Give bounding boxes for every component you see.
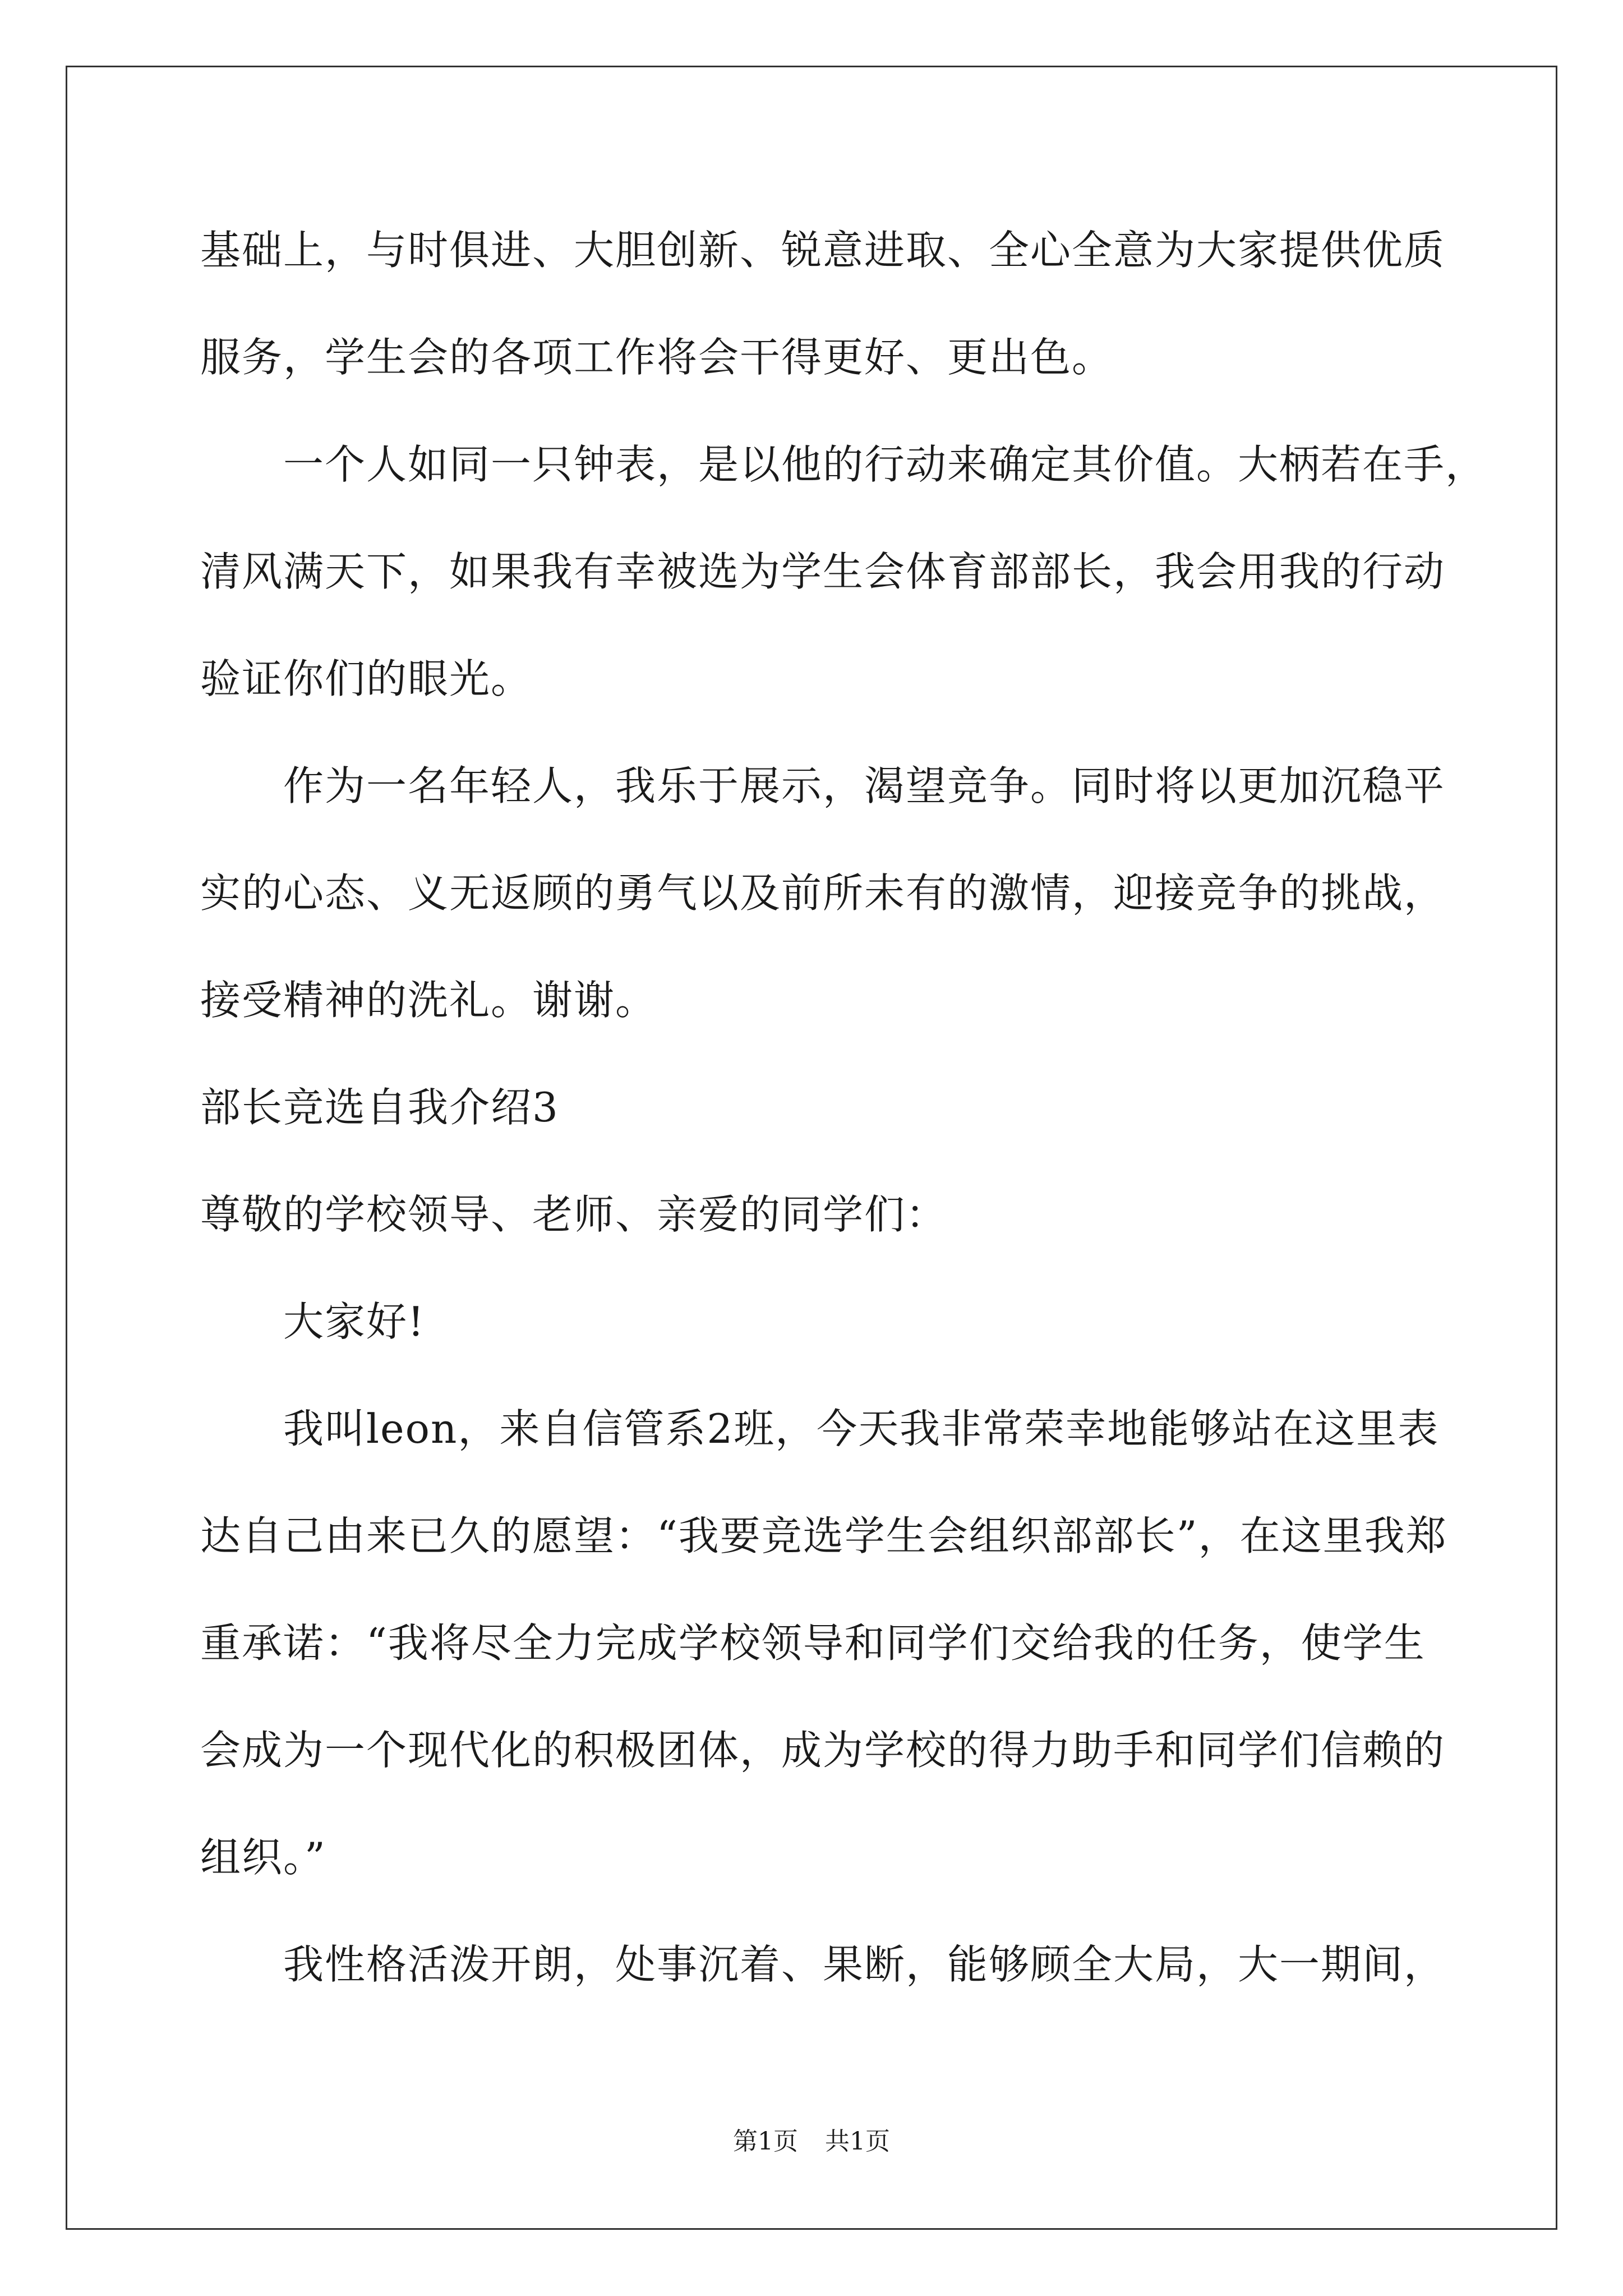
page-border [66,66,1557,2230]
body-text-line: 清风满天下，如果我有幸被选为学生会体育部部长，我会用我的行动 [200,548,1446,595]
section-heading: 部长竞选自我介绍3 [200,1084,559,1131]
paragraph-first-line: 一个人如同一只钟表，是以他的行动来确定其价值。大柄若在手， [283,441,1487,488]
paragraph-first-line: 我性格活泼开朗，处事沉着、果断，能够顾全大局，大一期间， [283,1941,1446,1988]
body-text-line: 接受精神的洗礼。谢谢。 [200,977,657,1024]
page-total: 共1页 [825,2127,890,2156]
body-text-line: 会成为一个现代化的积极团体，成为学校的得力助手和同学们信赖的 [200,1727,1446,1774]
greeting: 大家好! [283,1298,425,1345]
paragraph-first-line: 我叫leon，来自信管系2班，今天我非常荣幸地能够站在这里表 [283,1405,1440,1452]
body-text-line: 重承诺：“我将尽全力完成学校领导和同学们交给我的任务，使学生 [200,1619,1426,1667]
body-text-line: 实的心态、义无返顾的勇气以及前所未有的激情，迎接竞争的挑战， [200,869,1446,917]
paragraph-first-line: 作为一名年轻人，我乐于展示，渴望竞争。同时将以更加沉稳平 [283,762,1446,809]
body-text-line: 服务，学生会的各项工作将会干得更好、更出色。 [200,334,1114,381]
body-text-line: 达自己由来已久的愿望：“我要竞选学生会组织部部长”，在这里我郑 [200,1512,1447,1559]
body-text-line: 基础上，与时俱进、大胆创新、锐意进取、全心全意为大家提供优质 [200,227,1446,274]
page-number: 第1页 [733,2127,798,2156]
body-text-line: 组织。” [200,1834,326,1881]
body-text-line: 验证你们的眼光。 [200,655,533,702]
page-footer [0,2125,1623,2159]
salutation: 尊敬的学校领导、老师、亲爱的同学们： [200,1191,948,1238]
